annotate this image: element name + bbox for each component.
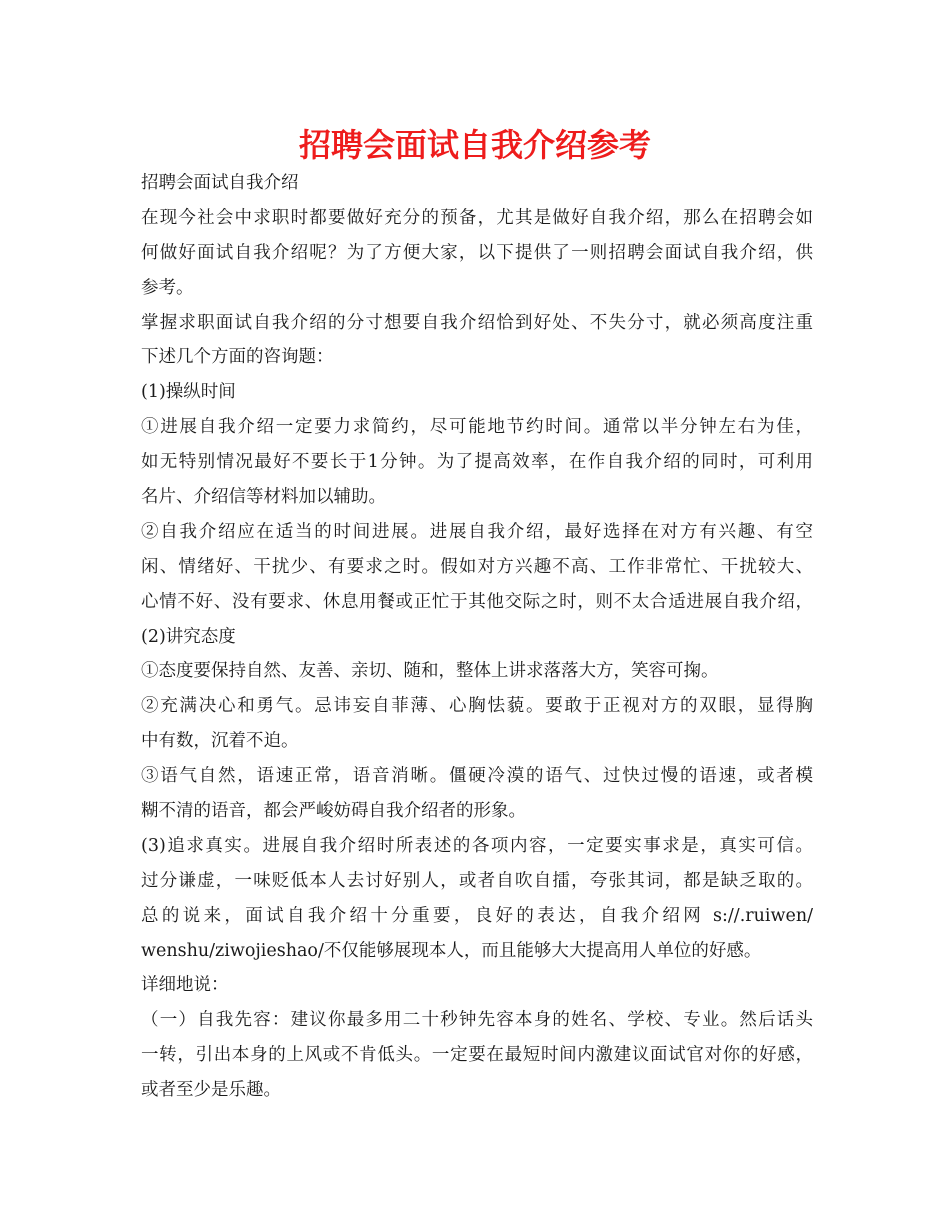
text-line: 过分谦虚，一味贬低本人去讨好别人，或者自吹自擂，夸张其词，都是缺乏取的。 (141, 870, 813, 891)
text-line: 总的说来，面试自我介绍十分重要，良好的表达，自我介绍网 s://.ruiwen/ (141, 905, 813, 926)
text-line: wenshu/ziwojieshao/不仅能够展现本人，而且能够大大提高用人单位的好感。 (141, 940, 762, 961)
document-body (141, 166, 813, 1108)
text-line: 闲、情绪好、干扰少、有要求之时。假如对方兴趣不高、工作非常忙、干扰较大、 (141, 556, 813, 577)
text-line: (2)讲究态度 (141, 626, 236, 647)
text-line: ①进展自我介绍一定要力求简约，尽可能地节约时间。通常以半分钟左右为佳， (141, 417, 813, 438)
text-line: 详细地说： (141, 975, 229, 996)
text-line: 中有数，沉着不迫。 (141, 731, 299, 752)
text-line: 或者至少是乐趣。 (141, 1080, 281, 1101)
text-line: 参考。 (141, 277, 194, 298)
text-line: 一转，引出本身的上风或不肯低头。一定要在最短时间内激建议面试官对你的好感， (141, 1045, 813, 1066)
text-line: 招聘会面试自我介绍 (141, 173, 299, 193)
text-line: ②自我介绍应在适当的时间进展。进展自我介绍，最好选择在对方有兴趣、有空 (141, 521, 813, 542)
text-line: 何做好面试自我介绍呢？为了方便大家，以下提供了一则招聘会面试自我介绍，供 (141, 242, 813, 263)
text-line: ②充满决心和勇气。忌讳妄自菲薄、心胸怯藐。要敢于正视对方的双眼，显得胸 (141, 696, 813, 717)
text-line: （一）自我先容：建议你最多用二十秒钟先容本身的姓名、学校、专业。然后话头 (141, 1010, 813, 1031)
text-line: 如无特别情况最好不要长于1分钟。为了提高效率，在作自我介绍的同时，可利用 (141, 452, 813, 473)
document-title: 招聘会面试自我介绍参考 (298, 126, 651, 164)
text-line: ①态度要保持自然、友善、亲切、随和，整体上讲求落落大方，笑容可掬。 (141, 661, 719, 682)
text-line: 下述几个方面的咨询题： (141, 347, 334, 368)
text-line: 在现今社会中求职时都要做好充分的预备，尤其是做好自我介绍，那么在招聘会如 (141, 207, 813, 228)
text-line: 心情不好、没有要求、休息用餐或正忙于其他交际之时，则不太合适进展自我介绍， (141, 591, 813, 612)
text-line: 掌握求职面试自我介绍的分寸想要自我介绍恰到好处、不失分寸，就必须高度注重 (141, 312, 813, 333)
text-line: 糊不清的语音，都会严峻妨碍自我介绍者的形象。 (141, 801, 526, 822)
text-line: 名片、介绍信等材料加以辅助。 (141, 487, 386, 508)
text-line: ③语气自然，语速正常，语音消晰。僵硬冷漠的语气、过快过慢的语速，或者模 (141, 766, 813, 787)
text-line: (3)追求真实。进展自我介绍时所表述的各项内容，一定要实事求是，真实可信。 (141, 835, 813, 856)
text-line: (1)操纵时间 (141, 382, 236, 403)
